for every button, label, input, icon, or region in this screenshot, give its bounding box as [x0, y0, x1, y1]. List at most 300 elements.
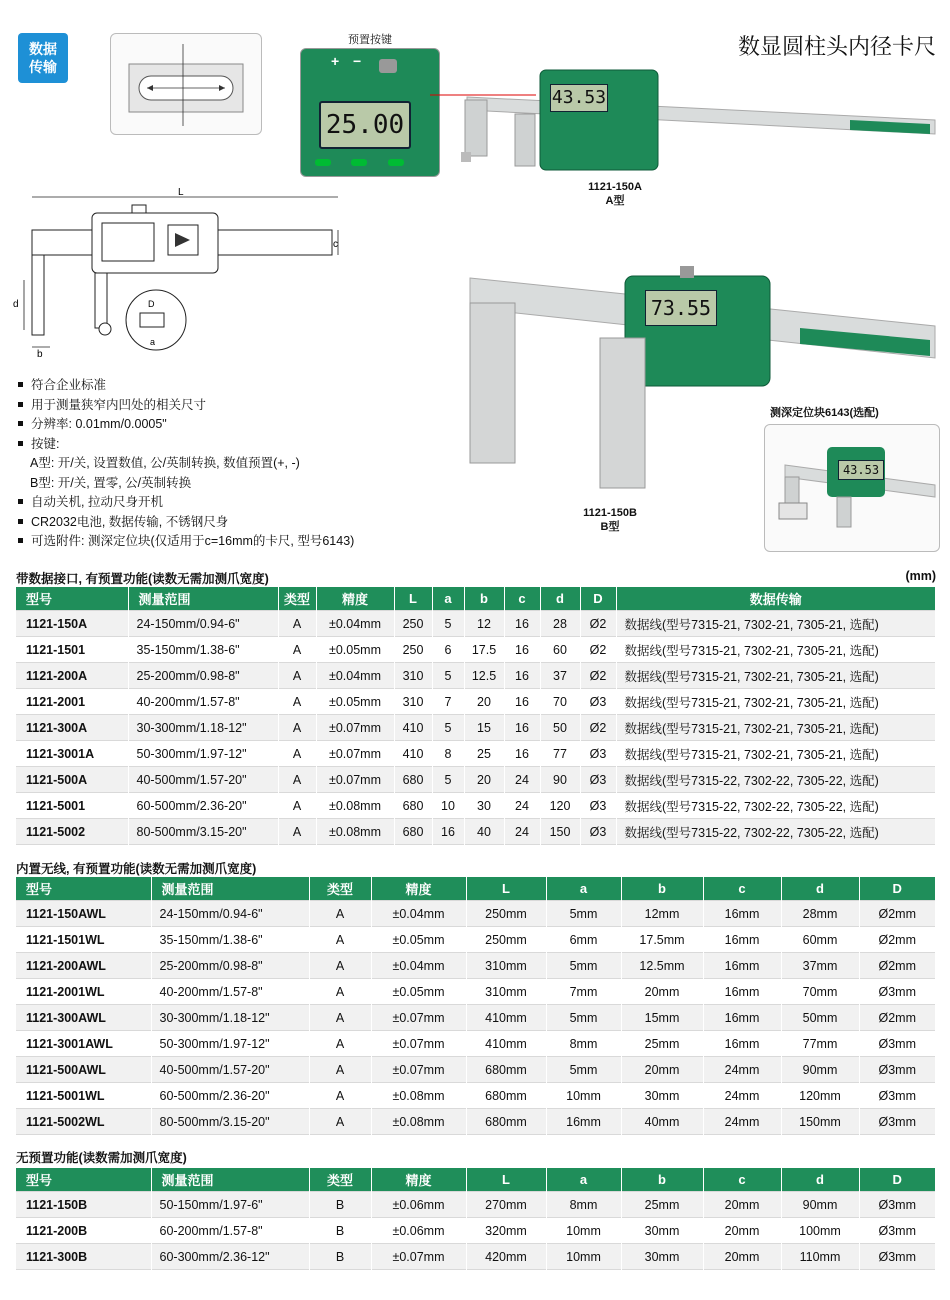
- table-row: [16, 1057, 936, 1083]
- table-cell: 24: [504, 767, 540, 793]
- model-cell: 1121-200AWL: [16, 953, 151, 979]
- table-cell: 6: [432, 637, 464, 663]
- table-cell: 20mm: [621, 1057, 703, 1083]
- table-cell: 10mm: [546, 1083, 621, 1109]
- table-cell: B: [309, 1218, 371, 1244]
- table-cell: 10: [432, 793, 464, 819]
- table-cell: 25: [464, 741, 504, 767]
- feature-list: [16, 376, 354, 552]
- table-cell: 310mm: [466, 979, 546, 1005]
- table-cell: A: [309, 1057, 371, 1083]
- table-cell: A: [309, 927, 371, 953]
- table-cell: 680mm: [466, 1109, 546, 1135]
- table-cell: 25mm: [621, 1031, 703, 1057]
- table-cell: ±0.07mm: [371, 1005, 466, 1031]
- column-header: a: [432, 587, 464, 611]
- table-row: [16, 767, 936, 793]
- table-row: [16, 819, 936, 845]
- table-cell: 250mm: [466, 901, 546, 927]
- table-cell: 70: [540, 689, 580, 715]
- model-cell: 1121-150B: [16, 1192, 151, 1218]
- table-cell: 60: [540, 637, 580, 663]
- table-cell: A: [278, 741, 316, 767]
- column-header: 精度: [316, 587, 394, 611]
- table-row: [16, 979, 936, 1005]
- table-cell: 680: [394, 767, 432, 793]
- table-cell: 17.5mm: [621, 927, 703, 953]
- table-cell: 16mm: [703, 953, 781, 979]
- model-cell: 1121-1501WL: [16, 927, 151, 953]
- column-header: a: [546, 877, 621, 901]
- table-cell: 30-300mm/1.18-12": [128, 715, 278, 741]
- model-cell: 1121-200B: [16, 1218, 151, 1244]
- table-cell: 数据线(型号7315-22, 7302-22, 7305-22, 选配): [616, 767, 936, 793]
- model-cell: 1121-5001: [16, 793, 128, 819]
- table-cell: ±0.05mm: [371, 927, 466, 953]
- table-cell: 50: [540, 715, 580, 741]
- table-cell: 数据线(型号7315-21, 7302-21, 7305-21, 选配): [616, 637, 936, 663]
- table-cell: 16mm: [546, 1109, 621, 1135]
- table-cell: Ø2: [580, 611, 616, 637]
- feature-item: CR2032电池, 数据传输, 不锈钢尺身: [16, 513, 354, 533]
- table-cell: ±0.07mm: [316, 715, 394, 741]
- table-cell: 16: [504, 611, 540, 637]
- table-cell: 5: [432, 663, 464, 689]
- table-cell: 16mm: [703, 1031, 781, 1057]
- column-header: D: [580, 587, 616, 611]
- column-header: d: [781, 877, 859, 901]
- table-cell: 60-200mm/1.57-8": [151, 1218, 309, 1244]
- table-cell: 80-500mm/3.15-20": [128, 819, 278, 845]
- table-cell: 30: [464, 793, 504, 819]
- column-header: 精度: [371, 877, 466, 901]
- column-header: a: [546, 1168, 621, 1192]
- lcd-display-small: 25.00: [319, 101, 411, 149]
- column-header: 类型: [309, 877, 371, 901]
- table-cell: 8mm: [546, 1192, 621, 1218]
- table-cell: 16mm: [703, 927, 781, 953]
- table-cell: ±0.08mm: [316, 793, 394, 819]
- table-cell: 12mm: [621, 901, 703, 927]
- table-cell: 50-300mm/1.97-12": [151, 1031, 309, 1057]
- table-cell: 数据线(型号7315-22, 7302-22, 7305-22, 选配): [616, 793, 936, 819]
- lcd-buttons: [315, 153, 425, 161]
- table-cell: 12.5mm: [621, 953, 703, 979]
- spec-table-no-preset: [16, 1168, 936, 1270]
- table-cell: 24mm: [703, 1083, 781, 1109]
- table-cell: Ø3mm: [859, 1244, 936, 1270]
- model-cell: 1121-5002WL: [16, 1109, 151, 1135]
- caliper-a-model: 1121-150A: [588, 181, 642, 193]
- table-cell: 20mm: [621, 979, 703, 1005]
- feature-item: 符合企业标准: [16, 376, 354, 396]
- table-cell: 5mm: [546, 953, 621, 979]
- spec-table-data-port: [16, 587, 936, 845]
- table-cell: 320mm: [466, 1218, 546, 1244]
- table-cell: A: [278, 715, 316, 741]
- table-row: [16, 715, 936, 741]
- table-cell: Ø3mm: [859, 1031, 936, 1057]
- svg-text:b: b: [37, 349, 43, 360]
- table-cell: A: [309, 1005, 371, 1031]
- page-title: 数显圆柱头内径卡尺: [737, 34, 936, 59]
- table-cell: 15mm: [621, 1005, 703, 1031]
- table-cell: 16: [504, 663, 540, 689]
- preset-keys-closeup: [300, 48, 440, 177]
- minus-key-label: −: [353, 53, 362, 69]
- table-cell: A: [309, 979, 371, 1005]
- table-cell: 25-200mm/0.98-8": [128, 663, 278, 689]
- caliper-a-photo: [455, 62, 945, 177]
- table-cell: Ø3mm: [859, 1057, 936, 1083]
- caliper-b-model: 1121-150B: [583, 507, 637, 519]
- model-cell: 1121-1501: [16, 637, 128, 663]
- table3-title: 无预置功能(读数需加测爪宽度): [16, 1151, 187, 1165]
- table-cell: 410: [394, 741, 432, 767]
- column-header: b: [464, 587, 504, 611]
- table-cell: Ø3mm: [859, 1083, 936, 1109]
- table-cell: 60-500mm/2.36-20": [151, 1083, 309, 1109]
- table-cell: ±0.04mm: [371, 901, 466, 927]
- label-L: L: [178, 187, 184, 198]
- column-header: D: [859, 877, 936, 901]
- table-cell: 40-500mm/1.57-20": [128, 767, 278, 793]
- table-cell: 24: [504, 819, 540, 845]
- table-cell: 20mm: [703, 1218, 781, 1244]
- table-cell: ±0.04mm: [316, 663, 394, 689]
- table-cell: 40: [464, 819, 504, 845]
- table-cell: ±0.07mm: [316, 741, 394, 767]
- model-cell: 1121-500AWL: [16, 1057, 151, 1083]
- plus-key-label: +: [331, 53, 340, 69]
- column-header: c: [703, 1168, 781, 1192]
- table-cell: B: [309, 1192, 371, 1218]
- table-cell: 15: [464, 715, 504, 741]
- table-cell: ±0.08mm: [371, 1109, 466, 1135]
- table-cell: 24-150mm/0.94-6": [151, 901, 309, 927]
- table-cell: 20mm: [703, 1244, 781, 1270]
- feature-item: 可选附件: 测深定位块(仅适用于c=16mm的卡尺, 型号6143): [16, 532, 354, 552]
- table-cell: 90mm: [781, 1192, 859, 1218]
- table-cell: 28: [540, 611, 580, 637]
- model-cell: 1121-3001A: [16, 741, 128, 767]
- table-cell: 420mm: [466, 1244, 546, 1270]
- table-cell: A: [309, 901, 371, 927]
- badge-line-2: 传输: [29, 59, 57, 75]
- column-header: 型号: [16, 1168, 151, 1192]
- table-cell: ±0.07mm: [371, 1031, 466, 1057]
- table-cell: 数据线(型号7315-22, 7302-22, 7305-22, 选配): [616, 819, 936, 845]
- table-cell: 24-150mm/0.94-6": [128, 611, 278, 637]
- table-cell: Ø3: [580, 741, 616, 767]
- table-cell: A: [278, 819, 316, 845]
- column-header: b: [621, 877, 703, 901]
- table-cell: 680mm: [466, 1057, 546, 1083]
- column-header: 型号: [16, 587, 128, 611]
- table1-title: 带数据接口, 有预置功能(读数无需加测爪宽度): [16, 572, 269, 586]
- column-header: L: [394, 587, 432, 611]
- table-cell: ±0.05mm: [316, 689, 394, 715]
- table-cell: 16: [504, 715, 540, 741]
- table-cell: 16: [432, 819, 464, 845]
- table-cell: Ø2mm: [859, 953, 936, 979]
- table-cell: 24mm: [703, 1109, 781, 1135]
- table-cell: 410mm: [466, 1031, 546, 1057]
- table-cell: ±0.07mm: [316, 767, 394, 793]
- model-cell: 1121-150A: [16, 611, 128, 637]
- column-header: 测量范围: [128, 587, 278, 611]
- table-cell: 30-300mm/1.18-12": [151, 1005, 309, 1031]
- table-cell: Ø3: [580, 793, 616, 819]
- model-cell: 1121-300AWL: [16, 1005, 151, 1031]
- model-cell: 1121-300B: [16, 1244, 151, 1270]
- table-cell: 5: [432, 767, 464, 793]
- table-cell: 8mm: [546, 1031, 621, 1057]
- table-cell: 50-300mm/1.97-12": [128, 741, 278, 767]
- table-cell: ±0.05mm: [371, 979, 466, 1005]
- table-cell: 数据线(型号7315-21, 7302-21, 7305-21, 选配): [616, 741, 936, 767]
- table-cell: A: [309, 1109, 371, 1135]
- table-cell: A: [278, 637, 316, 663]
- table-row: [16, 953, 936, 979]
- table-cell: 16: [504, 689, 540, 715]
- table-cell: Ø3: [580, 767, 616, 793]
- table-cell: Ø3: [580, 689, 616, 715]
- table-cell: ±0.08mm: [371, 1083, 466, 1109]
- table-row: [16, 1083, 936, 1109]
- table-row: [16, 927, 936, 953]
- table-cell: 250: [394, 637, 432, 663]
- table-cell: 17.5: [464, 637, 504, 663]
- table-cell: 24: [504, 793, 540, 819]
- column-header: d: [781, 1168, 859, 1192]
- table-cell: 680: [394, 793, 432, 819]
- table-cell: 5mm: [546, 1005, 621, 1031]
- caliper-b-type: B型: [600, 521, 620, 533]
- table-cell: Ø3mm: [859, 979, 936, 1005]
- slot-icon: [111, 34, 261, 134]
- table-row: [16, 1192, 936, 1218]
- column-header: 数据传输: [616, 587, 936, 611]
- svg-text:a: a: [150, 337, 156, 347]
- table-cell: 150mm: [781, 1109, 859, 1135]
- table-row: [16, 901, 936, 927]
- table-cell: 20: [464, 767, 504, 793]
- table-cell: 40mm: [621, 1109, 703, 1135]
- table-cell: 37mm: [781, 953, 859, 979]
- table-cell: ±0.04mm: [371, 953, 466, 979]
- caliper-b-caption: [555, 506, 665, 534]
- caliper-a-caption: [560, 180, 670, 208]
- table-cell: 16: [504, 637, 540, 663]
- feature-subitem: A型: 开/关, 设置数值, 公/英制转换, 数值预置(+, -): [30, 456, 300, 470]
- table-row: [16, 611, 936, 637]
- table-cell: Ø2mm: [859, 901, 936, 927]
- table-cell: 30mm: [621, 1244, 703, 1270]
- table-cell: 8: [432, 741, 464, 767]
- table-cell: 数据线(型号7315-21, 7302-21, 7305-21, 选配): [616, 611, 936, 637]
- table-cell: 5: [432, 611, 464, 637]
- table-cell: 250: [394, 611, 432, 637]
- table-cell: 270mm: [466, 1192, 546, 1218]
- table-cell: 10mm: [546, 1244, 621, 1270]
- table-cell: Ø3: [580, 819, 616, 845]
- table-cell: ±0.04mm: [316, 611, 394, 637]
- table-cell: 5mm: [546, 901, 621, 927]
- svg-text:d: d: [13, 299, 19, 310]
- feature-item: 分辨率: 0.01mm/0.0005": [16, 415, 354, 435]
- table-cell: 120: [540, 793, 580, 819]
- table-row: [16, 689, 936, 715]
- table-cell: ±0.06mm: [371, 1218, 466, 1244]
- table-cell: A: [278, 767, 316, 793]
- table-row: [16, 663, 936, 689]
- table-cell: 16mm: [703, 901, 781, 927]
- table-cell: Ø3mm: [859, 1192, 936, 1218]
- table-cell: 16mm: [703, 979, 781, 1005]
- table-cell: 16mm: [703, 1005, 781, 1031]
- table-row: [16, 1005, 936, 1031]
- table-row: [16, 793, 936, 819]
- table-cell: 20: [464, 689, 504, 715]
- table-cell: ±0.06mm: [371, 1192, 466, 1218]
- table-row: [16, 1244, 936, 1270]
- model-cell: 1121-2001WL: [16, 979, 151, 1005]
- table-cell: 70mm: [781, 979, 859, 1005]
- table-cell: 35-150mm/1.38-6": [128, 637, 278, 663]
- table-cell: 60mm: [781, 927, 859, 953]
- feature-item: 用于测量狭窄内凹处的相关尺寸: [16, 396, 354, 416]
- lcd-display-opt: 43.53: [838, 460, 884, 480]
- model-cell: 1121-300A: [16, 715, 128, 741]
- table-cell: B: [309, 1244, 371, 1270]
- table-cell: 7: [432, 689, 464, 715]
- table-cell: 28mm: [781, 901, 859, 927]
- table-cell: 680mm: [466, 1083, 546, 1109]
- feature-item: 按键:: [16, 435, 354, 455]
- table2-title: 内置无线, 有预置功能(读数无需加测爪宽度): [16, 862, 257, 876]
- model-cell: 1121-200A: [16, 663, 128, 689]
- column-header: 类型: [309, 1168, 371, 1192]
- table-cell: 5mm: [546, 1057, 621, 1083]
- table-cell: 50-150mm/1.97-6": [151, 1192, 309, 1218]
- table-cell: 120mm: [781, 1083, 859, 1109]
- column-header: D: [859, 1168, 936, 1192]
- depth-block-label: 测深定位块6143(选配): [770, 407, 879, 419]
- table-cell: 410mm: [466, 1005, 546, 1031]
- table-cell: 25mm: [621, 1192, 703, 1218]
- table-cell: 77: [540, 741, 580, 767]
- table-cell: A: [309, 1083, 371, 1109]
- lcd-display-b: 73.55: [645, 290, 717, 326]
- depth-block-photo: [764, 424, 940, 552]
- table-cell: 60-500mm/2.36-20": [128, 793, 278, 819]
- table-cell: A: [309, 1031, 371, 1057]
- lcd-display-a: 43.53: [550, 84, 608, 112]
- table-cell: Ø2mm: [859, 927, 936, 953]
- column-header: 测量范围: [151, 877, 309, 901]
- table-cell: 110mm: [781, 1244, 859, 1270]
- table-cell: 12.5: [464, 663, 504, 689]
- table-cell: 60-300mm/2.36-12": [151, 1244, 309, 1270]
- column-header: L: [466, 1168, 546, 1192]
- slot-illustration: [110, 33, 262, 135]
- table-cell: Ø2: [580, 637, 616, 663]
- table-cell: 50mm: [781, 1005, 859, 1031]
- table-cell: 30mm: [621, 1083, 703, 1109]
- preset-keys-label: 预置按键: [348, 34, 392, 46]
- caliper-a-type: A型: [605, 195, 625, 207]
- table-cell: 5: [432, 715, 464, 741]
- table-cell: 410: [394, 715, 432, 741]
- table-cell: 24mm: [703, 1057, 781, 1083]
- table-cell: 7mm: [546, 979, 621, 1005]
- table-cell: 37: [540, 663, 580, 689]
- column-header: 精度: [371, 1168, 466, 1192]
- table-cell: A: [278, 689, 316, 715]
- table-cell: 80-500mm/3.15-20": [151, 1109, 309, 1135]
- table-row: [16, 741, 936, 767]
- feature-item: 自动关机, 拉动尺身开机: [16, 493, 354, 513]
- table-cell: 20mm: [703, 1192, 781, 1218]
- table-cell: 310: [394, 663, 432, 689]
- column-header: 型号: [16, 877, 151, 901]
- table-cell: 数据线(型号7315-21, 7302-21, 7305-21, 选配): [616, 715, 936, 741]
- table-cell: 35-150mm/1.38-6": [151, 927, 309, 953]
- table-cell: 310: [394, 689, 432, 715]
- table-cell: 310mm: [466, 953, 546, 979]
- table-cell: 40-200mm/1.57-8": [128, 689, 278, 715]
- table-cell: ±0.07mm: [371, 1244, 466, 1270]
- table-cell: 90mm: [781, 1057, 859, 1083]
- svg-text:D: D: [148, 299, 155, 309]
- column-header: 类型: [278, 587, 316, 611]
- column-header: d: [540, 587, 580, 611]
- model-cell: 1121-5001WL: [16, 1083, 151, 1109]
- model-cell: 1121-2001: [16, 689, 128, 715]
- table-cell: Ø2mm: [859, 1005, 936, 1031]
- table-cell: 6mm: [546, 927, 621, 953]
- column-header: c: [504, 587, 540, 611]
- table-cell: A: [278, 663, 316, 689]
- table-cell: 数据线(型号7315-21, 7302-21, 7305-21, 选配): [616, 689, 936, 715]
- table-row: [16, 1218, 936, 1244]
- table-row: [16, 637, 936, 663]
- table-cell: 12: [464, 611, 504, 637]
- table-cell: ±0.07mm: [371, 1057, 466, 1083]
- dimension-diagram: [10, 185, 355, 360]
- table1-unit: (mm): [905, 569, 936, 583]
- table-cell: Ø2: [580, 715, 616, 741]
- svg-text:c: c: [333, 239, 338, 250]
- table-cell: ±0.08mm: [316, 819, 394, 845]
- table-cell: 77mm: [781, 1031, 859, 1057]
- model-cell: 1121-3001AWL: [16, 1031, 151, 1057]
- table-cell: 90: [540, 767, 580, 793]
- table-cell: Ø2: [580, 663, 616, 689]
- table-cell: ±0.05mm: [316, 637, 394, 663]
- table-cell: 40-500mm/1.57-20": [151, 1057, 309, 1083]
- spec-table-wireless: [16, 877, 936, 1135]
- table-cell: 100mm: [781, 1218, 859, 1244]
- model-cell: 1121-500A: [16, 767, 128, 793]
- table-cell: Ø3mm: [859, 1109, 936, 1135]
- thumb-wheel: [379, 59, 397, 73]
- table-row: [16, 1031, 936, 1057]
- table-cell: Ø3mm: [859, 1218, 936, 1244]
- column-header: c: [703, 877, 781, 901]
- table-cell: 10mm: [546, 1218, 621, 1244]
